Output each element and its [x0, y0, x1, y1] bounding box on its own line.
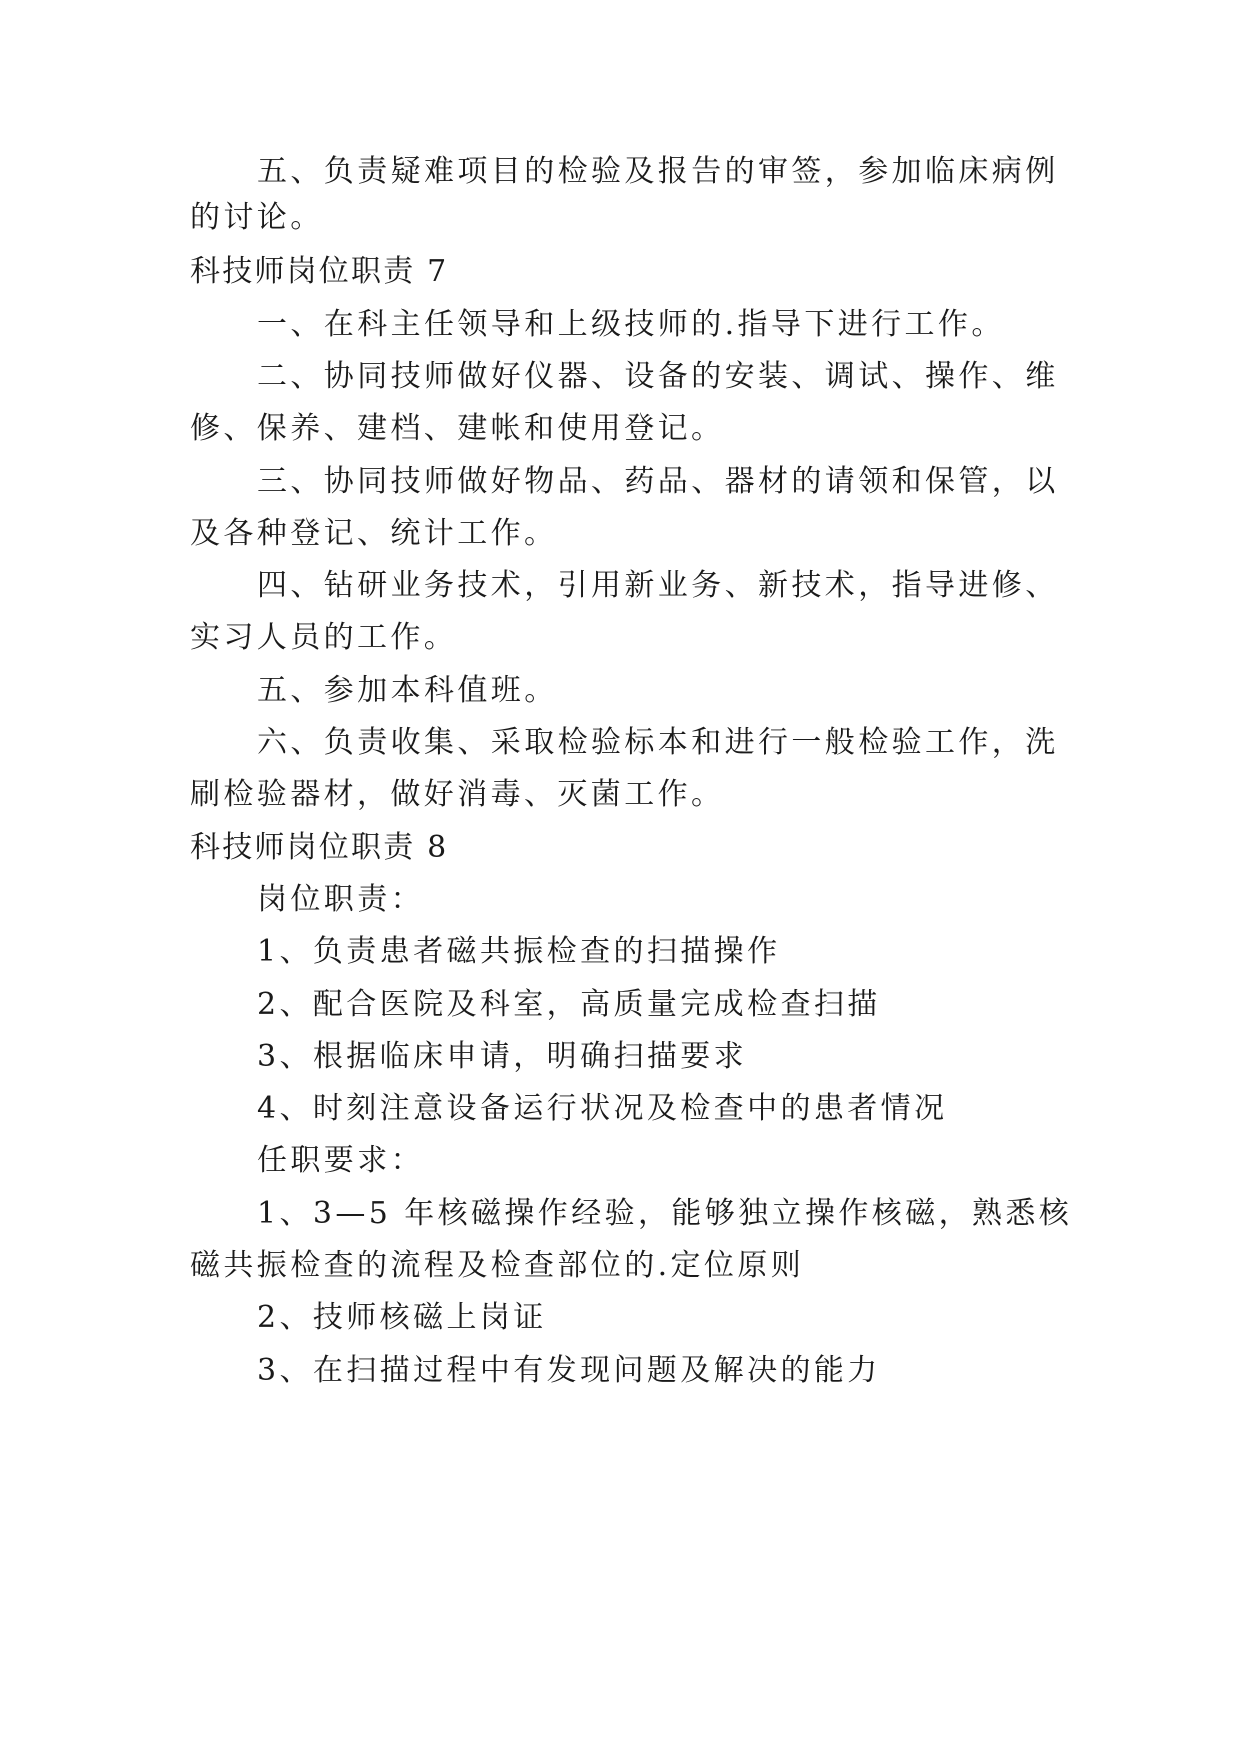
paragraph-line: 五、负责疑难项目的检验及报告的审签，参加临床病例 — [257, 154, 1059, 189]
list-item-continuation: 磁共振检查的流程及检查部位的.定位原则 — [190, 1248, 805, 1283]
paragraph-line: 五、参加本科值班。 — [257, 673, 558, 708]
paragraph-line: 四、钻研业务技术，引用新业务、新技术，指导进修、 — [257, 568, 1059, 603]
section-heading: 科技师岗位职责 7 — [190, 254, 449, 289]
subheading: 岗位职责： — [257, 882, 424, 917]
list-item: 1、3—5 年核磁操作经验，能够独立操作核磁，熟悉核 — [257, 1196, 1073, 1231]
paragraph-line: 六、负责收集、采取检验标本和进行一般检验工作，洗 — [257, 725, 1059, 760]
paragraph-line: 的讨论。 — [190, 200, 324, 235]
paragraph-line: 修、保养、建档、建帐和使用登记。 — [190, 411, 725, 446]
paragraph-line: 二、协同技师做好仪器、设备的安装、调试、操作、维 — [257, 359, 1059, 394]
paragraph-line: 实习人员的工作。 — [190, 620, 458, 655]
list-item: 1、负责患者磁共振检查的扫描操作 — [257, 934, 781, 969]
paragraph-line: 一、在科主任领导和上级技师的.指导下进行工作。 — [257, 307, 1005, 342]
list-item: 2、技师核磁上岗证 — [257, 1300, 547, 1335]
list-item: 3、在扫描过程中有发现问题及解决的能力 — [257, 1353, 881, 1388]
list-item: 2、配合医院及科室，高质量完成检查扫描 — [257, 987, 881, 1022]
paragraph-line: 刷检验器材，做好消毒、灭菌工作。 — [190, 777, 725, 812]
list-item: 3、根据临床申请，明确扫描要求 — [257, 1039, 748, 1074]
subheading: 任职要求： — [257, 1143, 424, 1178]
paragraph-line: 及各种登记、统计工作。 — [190, 516, 558, 551]
list-item: 4、时刻注意设备运行状况及检查中的患者情况 — [257, 1091, 948, 1126]
paragraph-line: 三、协同技师做好物品、药品、器材的请领和保管，以 — [257, 464, 1059, 499]
section-heading: 科技师岗位职责 8 — [190, 830, 449, 865]
